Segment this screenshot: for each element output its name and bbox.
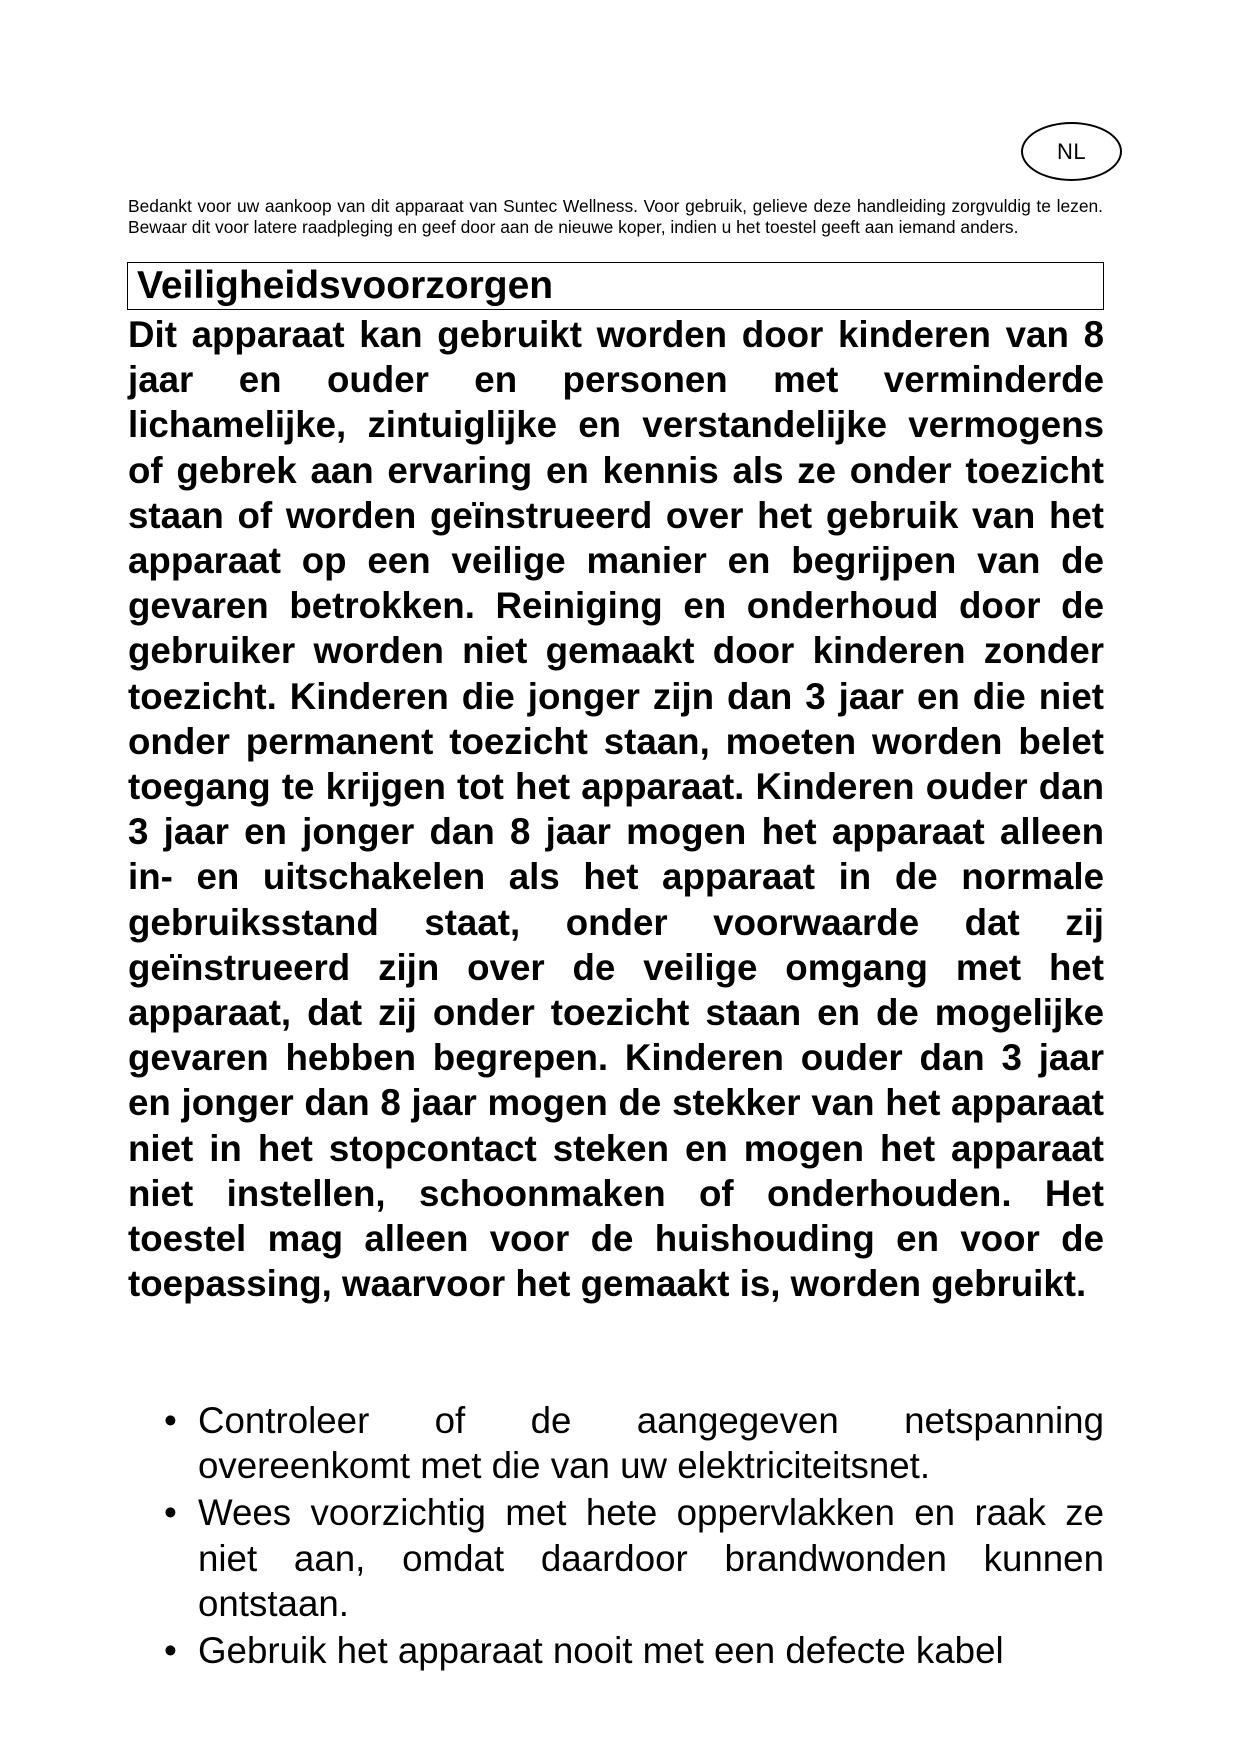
bullet-item <box>164 1490 1104 1626</box>
bullet-icon: • <box>164 1492 177 1534</box>
bullet-text: Controleer of de aangegeven netspanning overeenkomt met die van uw elektriciteitsnet. <box>198 1400 1104 1487</box>
language-code: NL <box>1056 138 1087 164</box>
section-heading: Veiligheidsvoorzorgen <box>127 262 1104 310</box>
bullet-text: Gebruik het apparaat nooit met een defecte kabel <box>198 1630 1004 1672</box>
safety-warning-paragraph: Dit apparaat kan gebruikt worden door kinderen van 8 jaar en ouder en personen met verminderde lichamelijke, zintuiglijke en verstandelijke vermogens of gebrek aan ervaring en kennis als ze onder toezicht staan of worden geïnstrueerd over het gebruik van het apparaat op een veilige manier en begrijpen van de gevaren betrokken. Reiniging en onderhoud door de gebruiker worden niet gemaakt door kinderen zonder toezicht. Kinderen die jonger zijn dan 3 jaar en die niet onder permanent toezicht staan, moeten worden belet toegang te krijgen tot het apparaat. Kinderen ouder dan 3 jaar en jonger dan 8 jaar mogen het apparaat alleen in- en uitschakelen als het apparaat in de normale gebruiksstand staat, onder voorwaarde dat zij geïnstrueerd zijn over de veilige omgang met het apparaat, dat zij onder toezicht staan en de mogelijke gevaren hebben begrepen. Kinderen ouder dan 3 jaar en jonger dan 8 jaar mogen de stekker van het apparaat niet in het stopcontact steken en mogen het apparaat niet instellen, schoonmaken of onderhouden. Het toestel mag alleen voor de huishouding en voor de toepassing, waarvoor het gemaakt is, worden gebruikt. <box>128 314 1104 1305</box>
bullet-item <box>164 1628 1104 1673</box>
safety-bullet-list <box>164 1398 1104 1675</box>
bullet-text: Wees voorzichtig met hete oppervlakken en raak ze niet aan, omdat daardoor brandwonden kunnen ontstaan. <box>198 1492 1104 1624</box>
intro-text: Bedankt voor uw aankoop van dit apparaat van Suntec Wellness. Voor gebruik, gelieve deze handleiding zorgvuldig te lezen. Bewaar dit voor latere raadpleging en geef door aan de nieuwe koper, indien u het toestel geeft aan iemand anders. <box>128 196 1103 237</box>
bullet-icon: • <box>164 1630 177 1672</box>
bullet-item <box>164 1398 1104 1488</box>
language-badge <box>1021 122 1122 181</box>
bullet-icon: • <box>164 1400 177 1441</box>
